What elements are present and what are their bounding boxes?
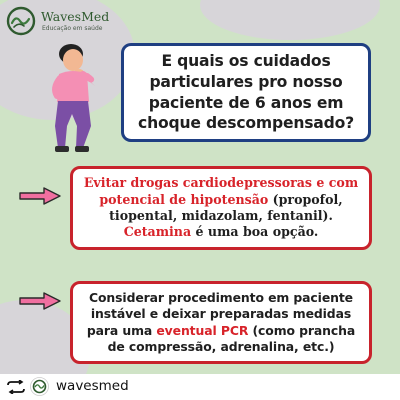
- info-box-procedure: [70, 281, 372, 364]
- gray-blob-top: [200, 0, 380, 40]
- info-text-drugs: [79, 175, 363, 240]
- brand-name: WavesMed: [41, 9, 110, 24]
- arrow-right-icon: [18, 291, 62, 311]
- highlight-cetamina: Cetamina: [123, 224, 192, 240]
- procedure-measures: (como prancha de compressão, adrenalina, etc.): [107, 322, 356, 354]
- info-text-procedure: [79, 290, 363, 355]
- thinking-person-illustration: [35, 38, 115, 158]
- username-link[interactable]: wavesmed: [56, 378, 129, 394]
- drug-list: (propofol, tiopental, midazolam, fentanil).: [109, 191, 343, 223]
- arrow-right-icon: [18, 186, 62, 206]
- avatar-logo-icon[interactable]: [30, 377, 49, 396]
- info-box-drugs: [70, 166, 372, 250]
- brand-tagline: Educação em saúde: [42, 25, 103, 32]
- highlight-pcr: eventual PCR: [156, 322, 249, 338]
- cetamina-note: é uma boa opção.: [191, 224, 319, 240]
- procedure-text: Considerar procedimento em paciente instável e deixar preparadas medidas para uma: [86, 290, 353, 338]
- repost-icon: [5, 380, 27, 394]
- highlight-drugs: Evitar drogas cardiodepressoras e com potencial de hipotensão: [83, 175, 359, 207]
- question-box: [121, 43, 371, 142]
- wave-logo-icon: [6, 6, 36, 36]
- question-text: E quais os cuidados particulares pro nosso paciente de 6 anos em choque descompensado?: [138, 52, 354, 133]
